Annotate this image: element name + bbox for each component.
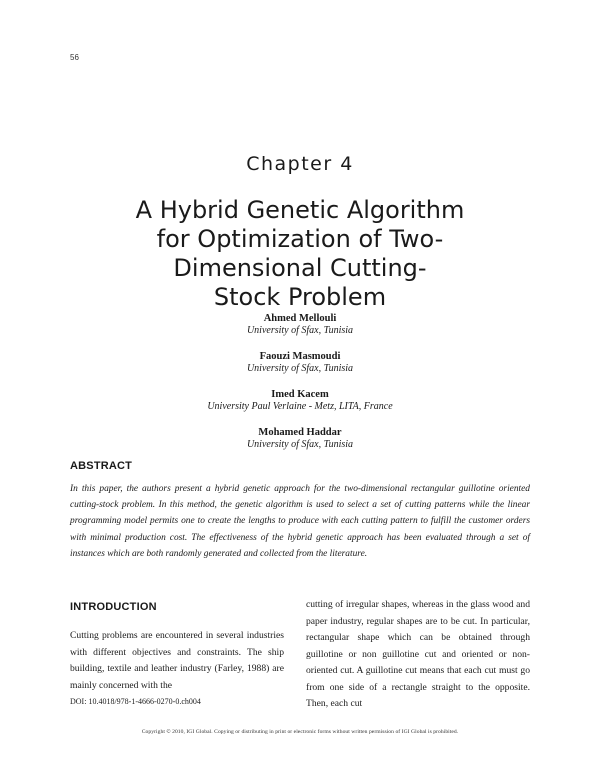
title-line: Stock Problem	[213, 283, 387, 312]
author-block	[0, 312, 600, 337]
author-name: Faouzi Masmoudi	[259, 351, 341, 362]
intro-right-column: cutting of irregular shapes, whereas in the glass wood and paper industry, regular shapes are to be cut. In particular, rectangular shape which can be obtained through guillotine or non guillotine cut and oriented or non-oriented cut. A guillotine cut means that each cut must go from one side of a rectangle straight to the opposite. Then, each cut	[306, 599, 530, 709]
abstract-text: In this paper, the authors present a hybrid genetic approach for the two-dimensional rectangular guillotine oriented cutting-stock problem. In this method, the genetic algorithm is used to select a set of cutting patterns while the linear programming model permits one to create the lengths to produce with each cutting pattern to fulfill the customer orders with minimal production cost. The effectiveness of the hybrid genetic approach has been evaluated through a set of instances which are both randomly generated and collected from the literature.	[70, 484, 530, 559]
chapter-label: Chapter 4	[246, 153, 354, 175]
author-affiliation: University of Sfax, Tunisia	[246, 439, 354, 450]
doi-line: DOI: 10.4018/978-1-4666-0270-0.ch004	[70, 697, 201, 706]
author-block	[0, 426, 600, 451]
author-block	[0, 350, 600, 375]
title-line: Dimensional Cutting-	[173, 254, 427, 283]
title-line: for Optimization of Two-	[156, 225, 444, 254]
intro-left-column: Cutting problems are encountered in several industries with different objectives and constraints. The ship building, textile and leather industry (Farley, 1988) are mainly concerned with the	[70, 630, 284, 691]
author-affiliation: University of Sfax, Tunisia	[246, 363, 354, 374]
author-name: Imed Kacem	[271, 389, 329, 400]
introduction-heading: INTRODUCTION	[70, 601, 157, 613]
author-list	[0, 312, 600, 464]
author-name: Mohamed Haddar	[258, 427, 342, 438]
copyright-footer: Copyright © 2010, IGI Global. Copying or distributing in print or electronic forms without written permission of IGI Global is prohibited.	[141, 729, 459, 735]
author-block	[0, 388, 600, 413]
author-affiliation: University of Sfax, Tunisia	[246, 325, 354, 336]
title-line: A Hybrid Genetic Algorithm	[135, 196, 465, 225]
chapter-title	[80, 196, 520, 312]
abstract-heading: ABSTRACT	[70, 460, 133, 472]
author-name: Ahmed Mellouli	[263, 313, 337, 324]
author-affiliation: University Paul Verlaine - Metz, LITA, France	[207, 401, 393, 412]
page-number: 56	[70, 53, 79, 62]
